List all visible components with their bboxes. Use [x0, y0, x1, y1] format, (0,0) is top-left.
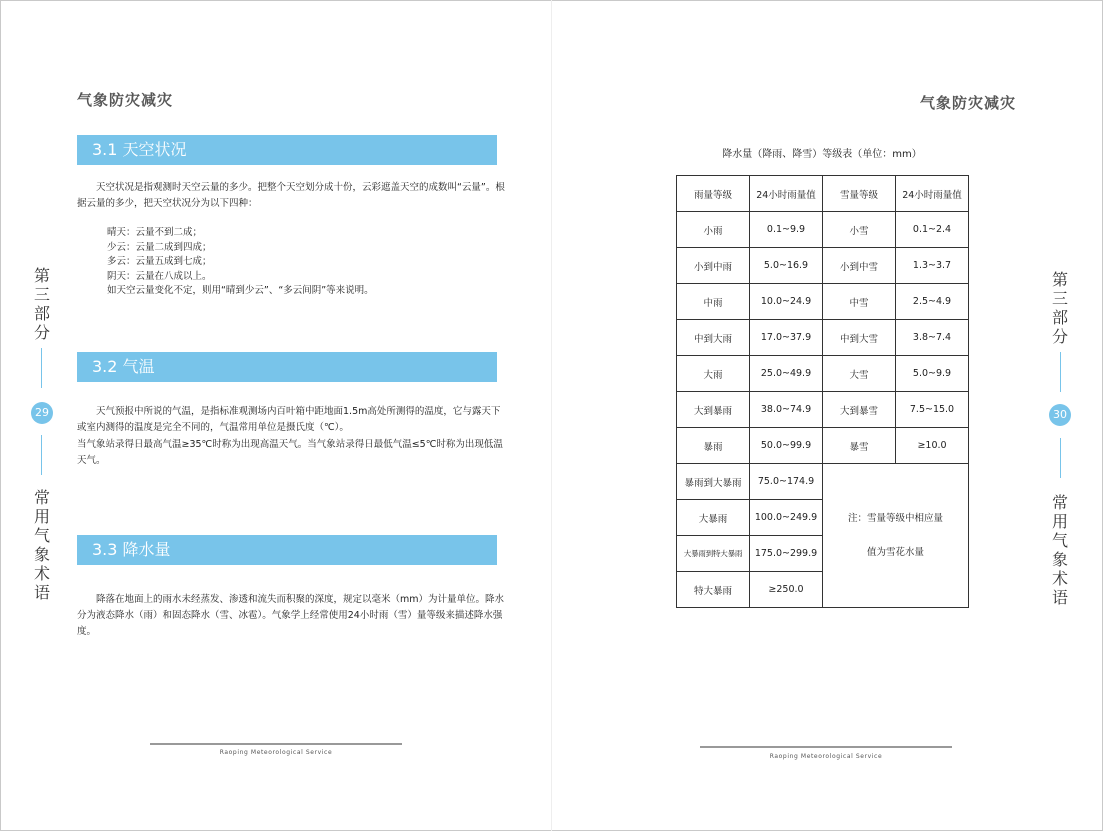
snow-note-line-1: 注：雪量等级中相应量 — [847, 512, 943, 524]
list-item: 少云：云量二成到四成； — [107, 241, 212, 253]
rain-value-cell: 75.0~174.9 — [750, 464, 823, 500]
list-item: 多云：云量五成到七成； — [107, 256, 212, 267]
table-row — [677, 212, 969, 248]
rain-grade-cell: 中到大雨 — [677, 320, 750, 356]
rain-value-cell: 25.0~49.9 — [750, 356, 823, 392]
rain-grade-cell: 小雨 — [677, 212, 750, 248]
section-heading-precipitation: 3.3 降水量 — [77, 535, 497, 565]
snow-grade-cell: 中雪 — [823, 284, 896, 320]
rain-value-cell: 38.0~74.9 — [750, 392, 823, 428]
snow-value-cell: 7.5~15.0 — [896, 392, 969, 428]
sky-paragraph: 天空状况是指观测时天空云量的多少。把整个天空划分成十份，云彩遮盖天空的成数叫“云量”。根据云量的多少，把天空状况分为以下四种： — [77, 182, 505, 209]
table-row — [677, 428, 969, 464]
table-row — [677, 464, 969, 500]
rain-value-cell: 175.0~299.9 — [750, 536, 823, 572]
rain-grade-cell: 暴雨到大暴雨 — [677, 464, 750, 500]
snow-grade-cell: 小雪 — [823, 212, 896, 248]
precipitation-grade-table — [676, 175, 969, 608]
sky-conditions-list — [107, 226, 507, 299]
rain-grade-cell: 小到中雨 — [677, 248, 750, 284]
rain-grade-cell: 大雨 — [677, 356, 750, 392]
rain-value-cell: 100.0~249.9 — [750, 500, 823, 536]
spread-fold — [551, 0, 552, 831]
table-row — [677, 284, 969, 320]
section-heading-sky: 3.1 天空状况 — [77, 135, 497, 165]
snow-value-cell: 2.5~4.9 — [896, 284, 969, 320]
right-side-line-top — [1060, 352, 1061, 392]
snow-grade-cell: 暴雪 — [823, 428, 896, 464]
right-chapter-label: 常用气象术语 — [1051, 493, 1068, 607]
list-item: 如天空云量变化不定，则用“晴到少云”、“多云间阴”等来说明。 — [107, 285, 374, 296]
snow-value-cell: ≥10.0 — [896, 428, 969, 464]
precipitation-paragraph: 降落在地面上的雨水未经蒸发、渗透和流失而积聚的深度，规定以毫米（mm）为计量单位。降水分为液态降水（雨）和固态降水（雪、冰雹）。气象学上经常使用24小时雨（雪）量等级来描述降水强度。 — [77, 594, 505, 637]
snow-grade-cell: 大到暴雪 — [823, 392, 896, 428]
table-row — [677, 356, 969, 392]
snow-note-line-2: 值为雪花水量 — [866, 546, 924, 558]
left-book-title: 气象防灾减灾 — [77, 91, 174, 109]
rain-grade-cell: 特大暴雨 — [677, 572, 750, 608]
left-side-line-bottom — [41, 435, 42, 475]
left-part-label: 第三部分 — [33, 266, 50, 342]
snow-value-cell: 5.0~9.9 — [896, 356, 969, 392]
header-snow-amount: 24小时雨量值 — [896, 176, 969, 212]
table-row — [677, 248, 969, 284]
rain-grade-cell: 大到暴雨 — [677, 392, 750, 428]
table-row — [677, 392, 969, 428]
snow-grade-cell: 小到中雪 — [823, 248, 896, 284]
left-footer-text: Raoping Meteorological Service — [219, 749, 333, 756]
rain-grade-cell: 大暴雨到特大暴雨 — [677, 536, 750, 572]
section-heading-temperature: 3.2 气温 — [77, 352, 497, 382]
list-item: 晴天：云量不到二成； — [107, 227, 203, 238]
right-part-label: 第三部分 — [1051, 270, 1068, 346]
rain-value-cell: 10.0~24.9 — [750, 284, 823, 320]
right-footer-rule — [700, 746, 952, 748]
table-header-row — [677, 176, 969, 212]
table-row — [677, 320, 969, 356]
right-page-number: 30 — [1049, 404, 1071, 426]
header-rain-amount: 24小时雨量值 — [750, 176, 823, 212]
table-caption: 降水量（降雨、降雪）等级表（单位：mm） — [722, 149, 922, 160]
rain-grade-cell: 大暴雨 — [677, 500, 750, 536]
rain-value-cell: 5.0~16.9 — [750, 248, 823, 284]
rain-value-cell: 17.0~37.9 — [750, 320, 823, 356]
left-page-number: 29 — [31, 402, 53, 424]
right-footer-text: Raoping Meteorological Service — [769, 753, 883, 760]
rain-value-cell: ≥250.0 — [750, 572, 823, 608]
header-snow-grade: 雪量等级 — [823, 176, 896, 212]
snow-value-cell: 1.3~3.7 — [896, 248, 969, 284]
snow-grade-cell: 中到大雪 — [823, 320, 896, 356]
snow-grade-cell: 大雪 — [823, 356, 896, 392]
right-book-title: 气象防灾减灾 — [920, 94, 1017, 112]
left-footer-rule — [150, 743, 402, 745]
list-item: 阴天：云量在八成以上。 — [107, 270, 212, 282]
rain-grade-cell: 中雨 — [677, 284, 750, 320]
right-side-line-bottom — [1060, 438, 1061, 478]
snow-note-cell — [823, 464, 969, 608]
header-rain-grade: 雨量等级 — [677, 176, 750, 212]
snow-value-cell: 3.8~7.4 — [896, 320, 969, 356]
temperature-paragraph-2: 当气象站录得日最高气温≥35℃时称为出现高温天气。当气象站录得日最低气温≤5℃时称为出现低温天气。 — [77, 439, 503, 466]
snow-value-cell: 0.1~2.4 — [896, 212, 969, 248]
temperature-paragraph: 天气预报中所说的气温，是指标准观测场内百叶箱中距地面1.5m高处所测得的温度，它与露天下或室内测得的温度是完全不同的，气温常用单位是摄氏度（℃）。 — [77, 406, 501, 433]
left-side-line-top — [41, 348, 42, 388]
rain-grade-cell: 暴雨 — [677, 428, 750, 464]
left-chapter-label: 常用气象术语 — [33, 488, 50, 602]
rain-value-cell: 0.1~9.9 — [750, 212, 823, 248]
rain-value-cell: 50.0~99.9 — [750, 428, 823, 464]
